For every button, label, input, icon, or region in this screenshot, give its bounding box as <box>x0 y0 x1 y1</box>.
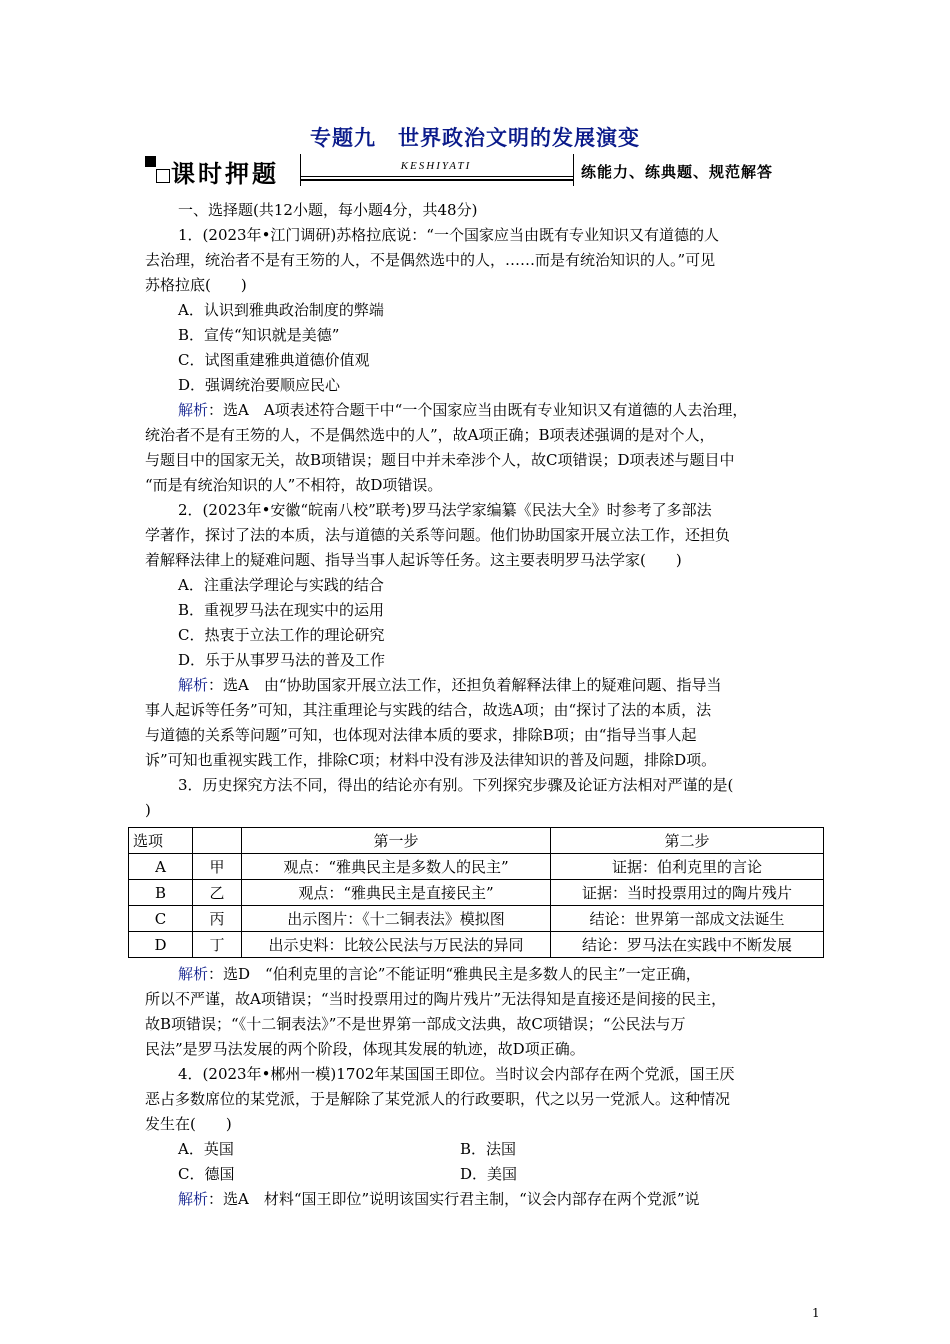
page-title: 专题九 世界政治文明的发展演变 <box>310 126 640 150</box>
option-a: A．英国 <box>178 1140 234 1158</box>
table-cell: 结论：罗马法在实践中不断发展 <box>551 932 824 958</box>
banner-pinyin: KESHIYATI <box>400 160 472 172</box>
analysis-line: 故B项错误；“《十二铜表法》”不是世界第一部成文法典，故C项错误；“公民法与万 <box>145 1015 686 1033</box>
analysis-line: 诉”可知也重视实践工作，排除C项；材料中没有涉及法律知识的普及问题，排除D项。 <box>145 751 717 769</box>
banner-square-icon <box>145 156 156 167</box>
table-header-cell: 第二步 <box>551 828 824 854</box>
table-cell: C <box>129 906 193 932</box>
option-c: C．试图重建雅典道德价值观 <box>178 351 370 369</box>
banner-rule <box>301 176 573 177</box>
banner-label: 课时押题 <box>171 160 279 188</box>
question-line: 1．(2023年•江门调研)苏格拉底说：“一个国家应当由既有专业知识又有道德的人 <box>178 226 719 244</box>
table-cell: 观点：“雅典民主是多数人的民主” <box>242 854 551 880</box>
table-cell: 证据：伯利克里的言论 <box>551 854 824 880</box>
analysis-line: 与道德的关系等问题”可知，也体现对法律本质的要求，排除B项；由“指导当事人起 <box>145 726 697 744</box>
table-header-cell: 选项 <box>129 828 193 854</box>
banner-rule <box>301 179 573 181</box>
analysis-line: 事人起诉等任务”可知，其注重理论与实践的结合，故选A项；由“探讨了法的本质，法 <box>145 701 712 719</box>
banner-slogan: 练能力、练典题、规范解答 <box>581 163 774 181</box>
table-cell: A <box>129 854 193 880</box>
table-header-cell <box>193 828 242 854</box>
table-cell: 出示史料：比较公民法与万民法的异同 <box>242 932 551 958</box>
option-b: B．宣传“知识就是美德” <box>178 326 340 344</box>
option-d: D．强调统治要顺应民心 <box>178 376 341 394</box>
banner-divider <box>573 154 574 186</box>
question-line: 去治理，统治者不是有王笏的人，不是偶然选中的人，……而是有统治知识的人。”可见 <box>145 251 716 269</box>
table-cell: 证据：当时投票用过的陶片残片 <box>551 880 824 906</box>
analysis-line: 解析：选A 由“协助国家开展立法工作，还担负着解释法律上的疑难问题、指导当 <box>178 676 722 694</box>
table-row <box>129 932 824 958</box>
question-line: 着解释法律上的疑难问题、指导当事人起诉等任务。这主要表明罗马法学家( ) <box>145 551 682 569</box>
analysis-line: 统治者不是有王笏的人，不是偶然选中的人”，故A项正确；B项表述强调的是对个人， <box>145 426 715 444</box>
option-b: B．法国 <box>460 1140 517 1158</box>
question-line: 发生在( ) <box>145 1115 232 1133</box>
option-d: D．乐于从事罗马法的普及工作 <box>178 651 386 669</box>
analysis-line: 与题目中的国家无关，故B项错误；题目中并未牵涉个人，故C项错误；D项表述与题目中 <box>145 451 735 469</box>
table-row <box>129 854 824 880</box>
question-line: 恶占多数席位的某党派，于是解除了某党派人的行政要职，代之以另一党派人。这种情况 <box>145 1090 731 1108</box>
table-cell: D <box>129 932 193 958</box>
options-table <box>128 827 824 958</box>
banner-divider <box>300 154 301 186</box>
table-cell: 出示图片：《十二铜表法》模拟图 <box>242 906 551 932</box>
question-line: 苏格拉底( ) <box>145 276 247 294</box>
option-c: C．热衷于立法工作的理论研究 <box>178 626 385 644</box>
section-heading: 一、选择题(共12小题，每小题4分，共48分) <box>178 201 478 219</box>
table-header-row <box>129 828 824 854</box>
table-cell: 乙 <box>193 880 242 906</box>
analysis-label: 解析 <box>178 1190 209 1208</box>
analysis-label: 解析 <box>178 401 209 419</box>
analysis-line: 解析：选A A项表述符合题干中“一个国家应当由既有专业知识又有道德的人去治理， <box>178 401 748 419</box>
question-line: 3．历史探究方法不同，得出的结论亦有别。下列探究步骤及论证方法相对严谨的是( <box>178 776 734 794</box>
question-line: 学著作，探讨了法的本质，法与道德的关系等问题。他们协助国家开展立法工作，还担负 <box>145 526 731 544</box>
analysis-line: 解析：选D “伯利克里的言论”不能证明“雅典民主是多数人的民主”一定正确， <box>178 965 701 983</box>
question-line: ) <box>145 801 151 819</box>
question-line: 4．(2023年•郴州一模)1702年某国国王即位。当时议会内部存在两个党派，国王厌 <box>178 1065 735 1083</box>
analysis-label: 解析 <box>178 676 209 694</box>
option-a: A．注重法学理论与实践的结合 <box>178 576 384 594</box>
table-cell: 结论：世界第一部成文法诞生 <box>551 906 824 932</box>
analysis-line: 所以不严谨，故A项错误；“当时投票用过的陶片残片”无法得知是直接还是间接的民主， <box>145 990 727 1008</box>
option-b: B．重视罗马法在现实中的运用 <box>178 601 385 619</box>
question-line: 2．(2023年•安徽“皖南八校”联考)罗马法学家编纂《民法大全》时参考了多部法 <box>178 501 712 519</box>
analysis-line: 民法”是罗马法发展的两个阶段，体现其发展的轨迹，故D项正确。 <box>145 1040 585 1058</box>
table-row <box>129 880 824 906</box>
table-cell: 观点：“雅典民主是直接民主” <box>242 880 551 906</box>
table-cell: B <box>129 880 193 906</box>
option-a: A．认识到雅典政治制度的弊端 <box>178 301 384 319</box>
analysis-line: “而是有统治知识的人”不相符，故D项错误。 <box>145 476 443 494</box>
page-number: 1 <box>812 1306 820 1320</box>
option-c: C．德国 <box>178 1165 235 1183</box>
table-cell: 丙 <box>193 906 242 932</box>
table-cell: 丁 <box>193 932 242 958</box>
table-cell: 甲 <box>193 854 242 880</box>
analysis-line: 解析：选A 材料“国王即位”说明该国实行君主制，“议会内部存在两个党派”说 <box>178 1190 700 1208</box>
table-header-cell: 第一步 <box>242 828 551 854</box>
banner-outline-square-icon <box>156 169 170 183</box>
analysis-label: 解析 <box>178 965 209 983</box>
option-d: D．美国 <box>460 1165 518 1183</box>
table-row <box>129 906 824 932</box>
section-banner <box>143 152 816 190</box>
